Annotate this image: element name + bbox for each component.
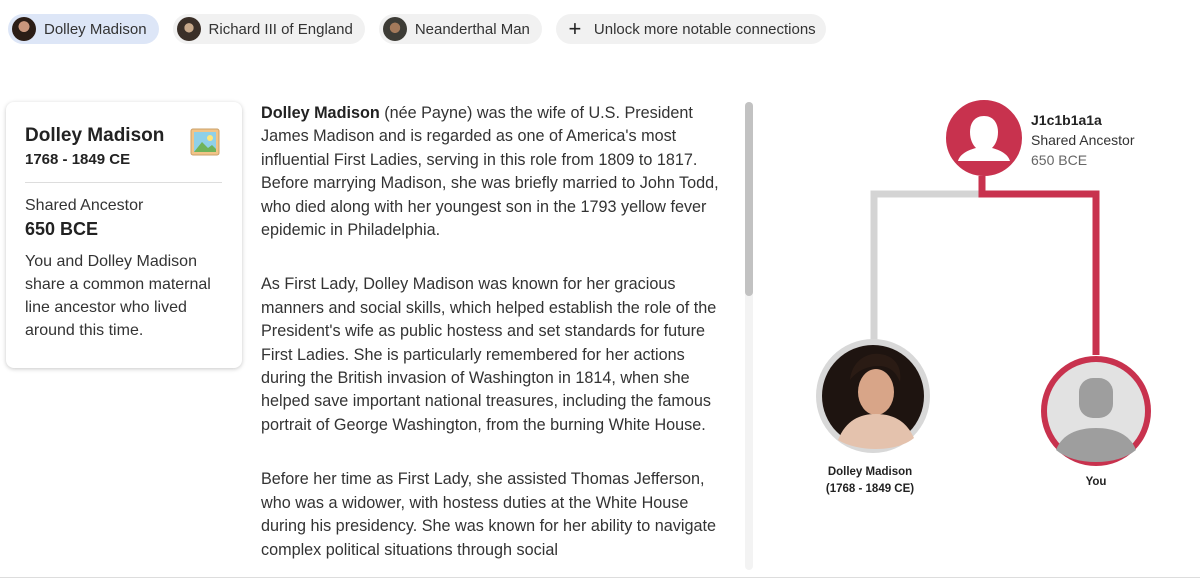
notable-connections-bar	[8, 14, 826, 44]
dolley-node-dates: (1768 - 1849 CE)	[825, 483, 915, 495]
richard-iii-avatar	[177, 17, 201, 41]
dolley-node-label	[800, 464, 940, 498]
dolley-madison-portrait	[816, 339, 930, 453]
ancestor-role: Shared Ancestor	[1031, 132, 1135, 148]
chip-label: Unlock more notable connections	[593, 20, 816, 38]
bio-paragraph-2: As First Lady, Dolley Madison was known for her gracious manners and social skills, which helped establish the role of the President's wife as public hostess and set standards for future First Ladies. She is particularly remembered for her actions during the British invasion of Washington in 1814, when she helped save important national treasures, including the famous portrait of George Washington, from the burning White House.	[261, 275, 717, 434]
bio-text: (née Payne) was the wife of U.S. President James Madison and is regarded as one of America's most influential First Ladies, serving in this role from 1809 to 1817. Before marrying Madison, she was briefly married to John Todd, who died along with her youngest son in the 1793 yellow fever epidemic in Philadelphia.	[261, 104, 719, 240]
plus-icon: +	[568, 16, 582, 41]
image-placeholder-icon	[190, 128, 220, 156]
shared-ancestor-label: Shared Ancestor	[25, 197, 144, 214]
scrollbar-thumb[interactable]	[745, 102, 753, 296]
dolley-node-name: Dolley Madison	[827, 466, 913, 478]
chip-label: Neanderthal Man	[414, 20, 530, 38]
bio-name: Dolley Madison	[261, 104, 380, 122]
haplogroup-label: J1c1b1a1a	[1031, 112, 1102, 128]
you-node-name: You	[1085, 476, 1107, 488]
chip-richard-iii[interactable]	[173, 14, 365, 44]
bio-paragraph-3: Before her time as First Lady, she assisted Thomas Jefferson, who was a widower, with hostess duties at the White House during his presidency. She was known for her ability to navigate complex political situations through social	[261, 470, 716, 559]
branch-line-you	[982, 176, 1096, 355]
chip-dolley-madison[interactable]	[8, 14, 159, 44]
chip-neanderthal-man[interactable]	[379, 14, 542, 44]
you-node-label	[1056, 474, 1136, 491]
chip-label: Richard III of England	[208, 20, 353, 38]
bio-paragraph-1	[261, 102, 731, 242]
dolley-madison-avatar	[12, 17, 36, 41]
person-info-card	[6, 102, 242, 368]
chip-label: Dolley Madison	[44, 20, 147, 38]
person-name: Dolley Madison	[25, 125, 165, 146]
shared-ancestor-date: 650 BCE	[25, 219, 99, 239]
unlock-more-button[interactable]	[556, 14, 826, 44]
ancestor-info	[1031, 110, 1135, 170]
lineage-lines	[800, 90, 1200, 520]
user-silhouette-icon	[1041, 356, 1151, 466]
bottom-divider	[0, 577, 1200, 578]
lineage-tree	[800, 90, 1200, 520]
card-divider	[25, 182, 222, 183]
person-dates: 1768 - 1849 CE	[25, 151, 131, 168]
biography-scrollbar[interactable]	[745, 102, 753, 570]
biography-text	[261, 102, 731, 572]
ancestor-date: 650 BCE	[1031, 152, 1088, 168]
shared-ancestor-description: You and Dolley Madison share a common maternal line ancestor who lived around this time.	[25, 253, 211, 339]
neanderthal-man-avatar	[383, 17, 407, 41]
female-silhouette-icon	[947, 101, 1021, 175]
branch-line-dolley	[874, 194, 980, 340]
